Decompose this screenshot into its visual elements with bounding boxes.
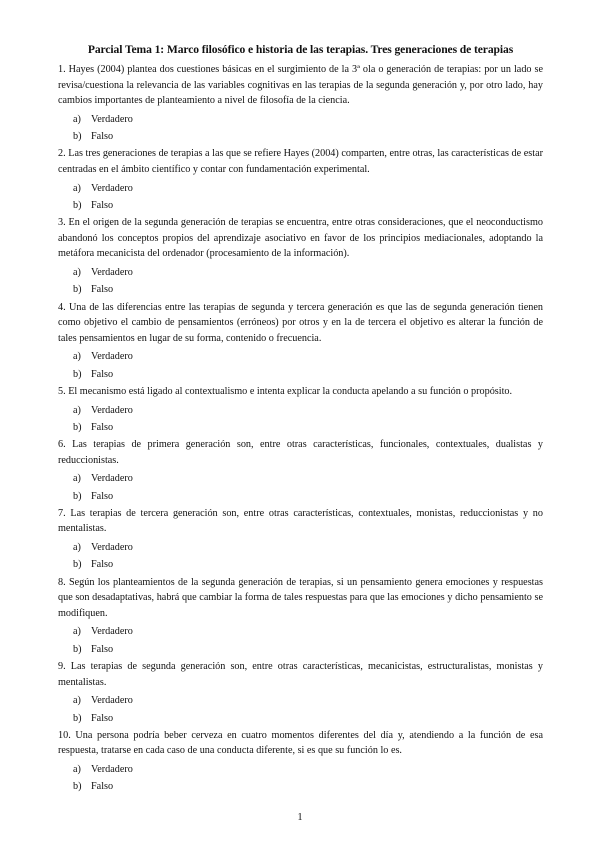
question-list	[58, 62, 543, 796]
question-4	[58, 300, 543, 383]
option-label: Falso	[91, 559, 114, 571]
answer-options	[58, 264, 543, 299]
option-letter: b)	[73, 643, 82, 655]
question-text: 8. Según los planteamientos de la segunda generación de terapias, si un pensamiento genera emociones y respuestas que son desadaptativas, habrá que cambiar la forma de tales respuestas para que las emociones y dicho pensamiento se modifiquen.	[58, 576, 543, 619]
option-label: Falso	[91, 712, 114, 724]
answer-option-verdadero[interactable]	[58, 761, 543, 778]
option-letter: a)	[73, 542, 81, 554]
option-label: Falso	[91, 368, 114, 380]
question-text: 5. El mecanismo está ligado al contextualismo e intenta explicar la conducta apelando a su función o propósito.	[58, 385, 513, 397]
option-letter: a)	[73, 113, 81, 125]
answer-options	[58, 348, 543, 383]
option-label: Verdadero	[91, 182, 133, 194]
option-letter: b)	[73, 131, 82, 143]
option-label: Falso	[91, 199, 114, 211]
option-letter: b)	[73, 199, 82, 211]
option-label: Verdadero	[91, 404, 133, 416]
option-letter: a)	[73, 473, 81, 485]
option-label: Verdadero	[91, 626, 133, 638]
question-text: 3. En el origen de la segunda generación de terapias se encuentra, entre otras consideraciones, que el neoconductismo abandonó los conceptos propios del aprendizaje asociativo en favor de los principios mediacionales, adoptando la metáfora mecanicista del ordenador (procesamiento de la información).	[58, 217, 543, 260]
option-letter: b)	[73, 712, 82, 724]
option-letter: a)	[73, 626, 81, 638]
question-5	[58, 384, 543, 436]
question-text: 1. Hayes (2004) plantea dos cuestiones básicas en el surgimiento de la 3ª ola o generación de terapias: por un lado se revisa/cuestiona la relevancia de las variables cognitivas en las terapias de la segunda generación y, por otro lado, hay cambios importantes de planteamiento a nivel de filosofía de la ciencia.	[58, 64, 543, 107]
option-letter: a)	[73, 404, 81, 416]
option-label: Falso	[91, 421, 114, 433]
option-letter: b)	[73, 284, 82, 296]
answer-option-falso[interactable]	[58, 366, 543, 383]
answer-option-falso[interactable]	[58, 128, 543, 145]
option-label: Verdadero	[91, 113, 133, 125]
answer-option-verdadero[interactable]	[58, 111, 543, 128]
option-label: Verdadero	[91, 266, 133, 278]
option-letter: b)	[73, 781, 82, 793]
option-label: Verdadero	[91, 695, 133, 707]
option-label: Falso	[91, 284, 114, 296]
question-3	[58, 215, 543, 298]
answer-option-verdadero[interactable]	[58, 348, 543, 365]
answer-options	[58, 539, 543, 574]
option-letter: b)	[73, 368, 82, 380]
option-letter: b)	[73, 559, 82, 571]
option-letter: b)	[73, 421, 82, 433]
answer-option-falso[interactable]	[58, 197, 543, 214]
question-7	[58, 506, 543, 574]
answer-options	[58, 692, 543, 727]
option-letter: a)	[73, 764, 81, 775]
answer-option-verdadero[interactable]	[58, 180, 543, 197]
answer-option-verdadero[interactable]	[58, 470, 543, 487]
question-text: 10. Una persona podría beber cerveza en cuatro momentos diferentes del día y, atendiendo a la función de esa respuesta, tratarse en cada caso de una conducta diferente, si es que su función lo es.	[58, 729, 543, 757]
option-label: Falso	[91, 781, 114, 793]
answer-option-falso[interactable]	[58, 419, 543, 436]
answer-options	[58, 470, 543, 505]
option-label: Falso	[91, 490, 114, 502]
question-text: 2. Las tres generaciones de terapias a las que se refiere Hayes (2004) comparten, entre otras, las características de estar centradas en el ámbito científico y contar con fundamentación experimental.	[58, 148, 543, 175]
answer-options	[58, 111, 543, 146]
answer-option-falso[interactable]	[58, 710, 543, 727]
answer-option-falso[interactable]	[58, 641, 543, 658]
question-text: 4. Una de las diferencias entre las terapias de segunda y tercera generación es que las de segunda generación tienen como objetivo el cambio de pensamientos (erróneos) por otros y en la de tercera el objetivo es alterar la función de tales pensamientos en lugar de su forma, contenido o frecuencia.	[58, 301, 543, 344]
option-label: Verdadero	[91, 473, 133, 485]
option-label: Falso	[91, 643, 114, 655]
question-text: 6. Las terapias de primera generación son, entre otras características, funcionales, contextuales, dualistas y reduccionistas.	[58, 439, 543, 466]
answer-options	[58, 623, 543, 658]
page-number: 1	[297, 812, 303, 823]
question-8	[58, 575, 543, 658]
answer-option-falso[interactable]	[58, 281, 543, 298]
question-text: 9. Las terapias de segunda generación son, entre otras características, mecanicistas, estructuralistas, monistas y mentalistas.	[58, 661, 543, 688]
answer-options	[58, 402, 543, 437]
answer-options	[58, 180, 543, 215]
answer-option-verdadero[interactable]	[58, 692, 543, 709]
answer-option-verdadero[interactable]	[58, 264, 543, 281]
option-letter: b)	[73, 490, 82, 502]
option-label: Verdadero	[91, 542, 133, 554]
question-6	[58, 437, 543, 505]
option-label: Falso	[91, 131, 114, 143]
question-9	[58, 659, 543, 727]
question-1	[58, 62, 543, 145]
option-letter: a)	[73, 351, 81, 363]
option-letter: a)	[73, 182, 81, 194]
question-2	[58, 146, 543, 214]
answer-option-verdadero[interactable]	[58, 402, 543, 419]
option-label: Verdadero	[91, 351, 133, 363]
answer-option-falso[interactable]	[58, 778, 543, 795]
answer-option-falso[interactable]	[58, 556, 543, 573]
question-text: 7. Las terapias de tercera generación son, entre otras características, contextuales, monistas, reduccionistas y no mentalistas.	[58, 507, 543, 535]
answer-option-verdadero[interactable]	[58, 623, 543, 640]
answer-option-falso[interactable]	[58, 488, 543, 505]
option-letter: a)	[73, 695, 81, 707]
option-letter: a)	[73, 266, 81, 278]
question-10	[58, 728, 543, 796]
answer-option-verdadero[interactable]	[58, 539, 543, 556]
answer-options	[58, 761, 543, 796]
option-label: Verdadero	[91, 764, 133, 775]
page-title: Parcial Tema 1: Marco filosófico e historia de las terapias. Tres generaciones de terapias	[87, 43, 514, 56]
